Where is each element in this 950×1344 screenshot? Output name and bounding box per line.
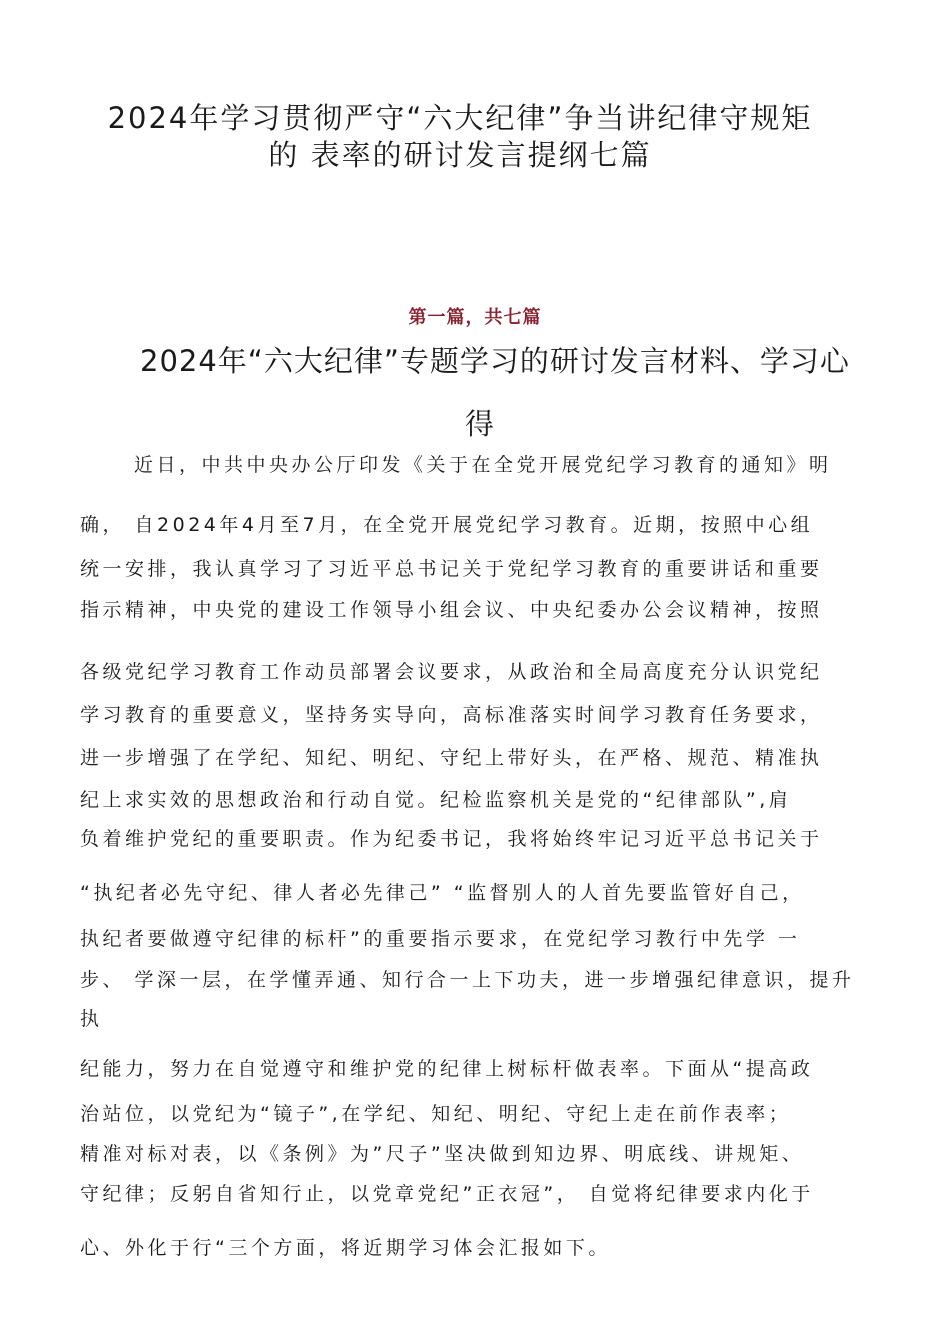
section-heading-line-2: 得 — [464, 407, 485, 441]
body-line: 负着维护党纪的重要职责。作为纪委书记，我将始终牢记习近平总书记关于 — [80, 828, 823, 850]
body-line: 步、 学深一层，在学懂弄通、知行合一上下功夫，进一步增强纪律意识，提升 — [80, 969, 855, 991]
body-line: 进一步增强了在学纪、知纪、明纪、守纪上带好头，在严格、规范、精准执 — [80, 747, 823, 769]
body-line: 纪能力，努力在自觉遵守和维护党的纪律上树标杆做表率。下面从“提高政 — [80, 1058, 814, 1080]
body-line: 指示精神，中央党的建设工作领导小组会议、中央纪委办公会议精神，按照 — [80, 599, 823, 621]
body-line: 守纪律；反躬自省知行止，以党章党纪”正衣冠”， 自觉将纪律要求内化于 — [80, 1183, 814, 1205]
body-line: 近日，中共中央办公厅印发《关于在全党开展党纪学习教育的通知》明 — [134, 454, 832, 476]
body-line: 学习教育的重要意义，坚持务实导向，高标准落实时间学习教育任务要求， — [80, 704, 823, 726]
body-line: 执 — [80, 1008, 103, 1030]
body-line: 各级党纪学习教育工作动员部署会议要求，从政治和全局高度充分认识党纪 — [80, 661, 823, 683]
body-line: 精准对标对表，以《条例》为”尺子”坚决做到知边界、明底线、讲规矩、 — [80, 1143, 805, 1165]
body-line: 纪上求实效的思想政治和行动自觉。纪检监察机关是党的“纪律部队”,肩 — [80, 789, 792, 811]
body-line: 确， 自2024年4月至7月，在全党开展党纪学习教育。近期，按照中心组 — [80, 514, 814, 536]
body-line: 统一安排，我认真学习了习近平总书记关于党纪学习教育的重要讲话和重要 — [80, 558, 823, 580]
body-line: 心、外化于行“三个方面，将近期学习体会汇报如下。 — [80, 1237, 611, 1259]
body-line: “执纪者必先守纪、律人者必先律己” “监督别人的人首先要监管好自己， — [80, 882, 805, 904]
section-label: 第一篇，共七篇 — [408, 307, 542, 328]
body-line: 执纪者要做遵守纪律的标杆”的重要指示要求，在党纪学习教行中先学 一 — [80, 928, 801, 950]
body-line: 治站位，以党纪为“镜子”,在学纪、知纪、明纪、守纪上走在前作表率； — [80, 1103, 792, 1125]
document-title-line-1: 2024年学习贯彻严守“六大纪律”争当讲纪律守规矩 — [107, 101, 813, 135]
section-heading-line-1: 2024年“六大纪律”专题学习的研讨发言材料、学习心 — [140, 344, 850, 378]
document-title-line-2: 的 表率的研讨发言提纲七篇 — [268, 138, 652, 172]
